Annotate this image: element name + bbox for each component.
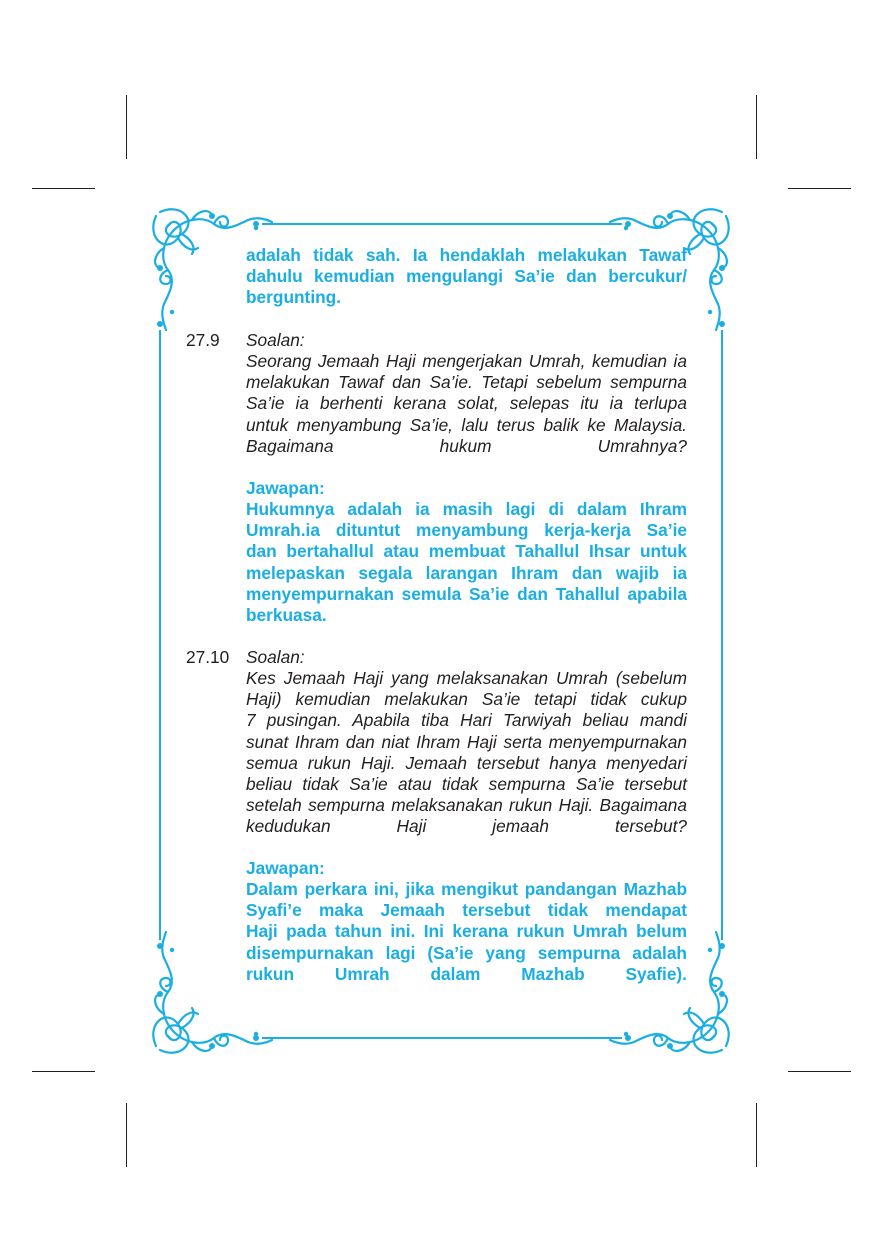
text-line: dan bertahallul atau membuat Tahallul Ihsar untuk [246, 541, 687, 562]
text-line: semua rukun Haji. Jemaah tersebut hanya menyedari [246, 752, 687, 773]
text-line: dahulu kemudian mengulangi Sa’ie dan bercukur/ [246, 266, 687, 287]
question-number: 27.10 [186, 647, 230, 667]
text-line: Seorang Jemaah Haji mengerjakan Umrah, kemudian ia [246, 351, 687, 371]
text-line: Hukumnya adalah ia masih lagi di dalam Ihram [246, 499, 687, 519]
text-line: Haji) kemudian melakukan Sa’ie tetapi tidak cukup [246, 689, 687, 710]
text-line: melakukan Tawaf dan Sa’ie. Tetapi sebelum sempurna [246, 372, 687, 393]
text-line: setelah sempurna melaksanakan rukun Haji. Bagaimana [246, 795, 687, 816]
question-label: Soalan: [246, 647, 305, 667]
text-line: Umrah.ia dituntut menyambung kerja-kerja Sa’ie [246, 520, 687, 541]
text-line: 7 pusingan. Apabila tiba Hari Tarwiyah beliau mandi [246, 710, 687, 731]
continuation-answer [246, 245, 687, 309]
answer-label: Jawapan: [246, 858, 325, 878]
text-line: kedudukan Haji jemaah tersebut? [246, 816, 687, 837]
text-line: berkuasa. [246, 605, 327, 626]
text-line: beliau tidak Sa’ie atau tidak sempurna Sa’ie tersebut [246, 774, 687, 795]
answer-text [246, 499, 687, 626]
text-line: rukun Umrah dalam Mazhab Syafie). [246, 963, 687, 984]
text-line: sunat Ihram dan niat Ihram Haji serta menyempurnakan [246, 731, 687, 752]
answer-label: Jawapan: [246, 478, 325, 498]
text-line: Bagaimana hukum Umrahnya? [246, 435, 687, 456]
question-number: 27.9 [186, 330, 220, 350]
text-line: Haji pada tahun ini. Ini kerana rukun Umrah belum [246, 921, 687, 942]
text-line: bergunting. [246, 287, 342, 308]
answer-text [246, 879, 687, 985]
text-line: Syafi’e maka Jemaah tersebut tidak mendapat [246, 900, 687, 921]
text-line: Kes Jemaah Haji yang melaksanakan Umrah (sebelum [246, 668, 687, 688]
text-line: disempurnakan lagi (Sa’ie yang sempurna adalah [246, 942, 687, 963]
text-line: untuk menyambung Sa’ie, lalu terus balik ke Malaysia. [246, 414, 687, 435]
text-line: adalah tidak sah. Ia hendaklah melakukan Tawaf [246, 245, 687, 265]
question-text [246, 351, 687, 457]
text-line: menyempurnakan semula Sa’ie dan Tahallul apabila [246, 583, 687, 604]
text-line: Dalam perkara ini, jika mengikut pandangan Mazhab [246, 879, 687, 899]
question-label: Soalan: [246, 330, 305, 350]
text-line: melepaskan segala larangan Ihram dan wajib ia [246, 562, 687, 583]
question-text [246, 668, 687, 838]
text-line: Sa’ie ia berhenti kerana solat, selepas itu ia terlupa [246, 393, 687, 414]
